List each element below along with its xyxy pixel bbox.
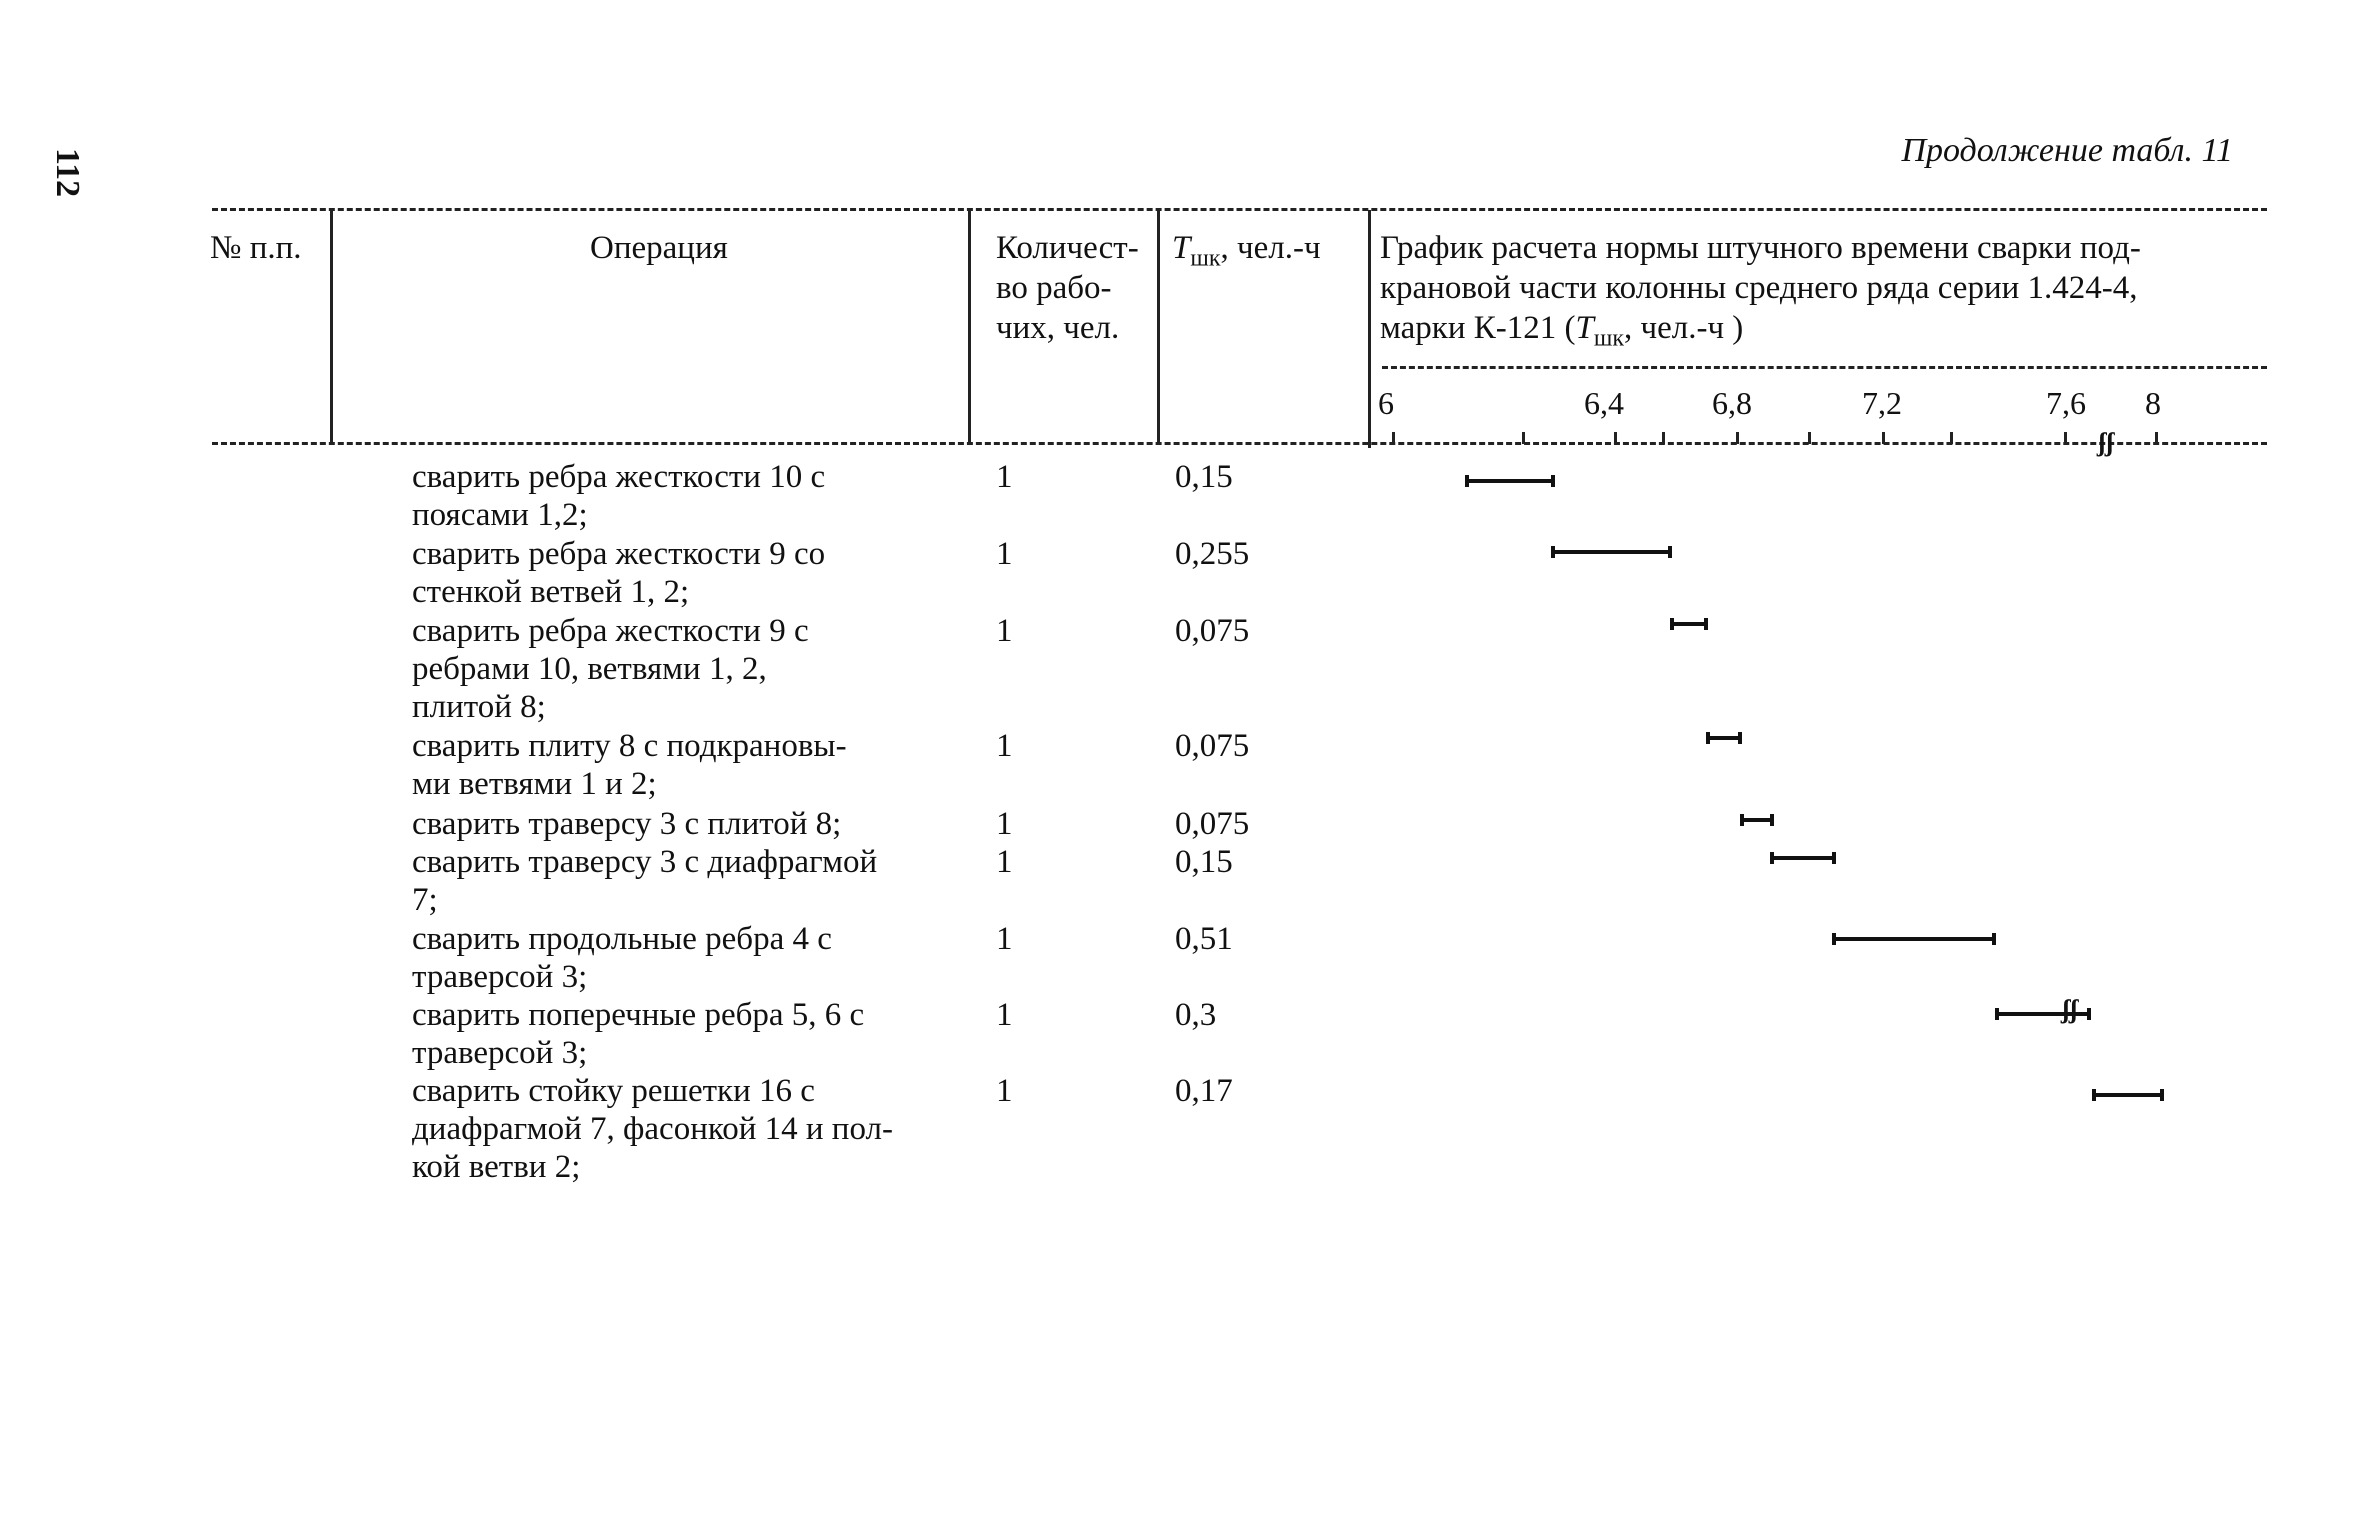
axis-tick-mark xyxy=(1808,432,1811,444)
chart-title-rule xyxy=(1382,366,2267,369)
gantt-bar xyxy=(2094,1093,2162,1097)
operation-line: ребрами 10, ветвями 1, 2, xyxy=(412,651,767,687)
scale-tick: 6 xyxy=(1378,385,1394,421)
time-unit: , чел.-ч xyxy=(1220,230,1321,266)
scale-tick: 6,8 xyxy=(1712,385,1752,421)
gantt-bar xyxy=(1742,818,1772,822)
axis-tick-mark xyxy=(1736,432,1739,444)
gantt-break-mark: ʃʃ xyxy=(2062,995,2078,1024)
chart-title-line: График расчета нормы штучного времени сварки под- xyxy=(1380,230,2141,266)
scale-tick: 7,6 xyxy=(2046,385,2086,421)
table-row-workers: 1 xyxy=(996,728,1013,764)
operation-line: сварить стойку решетки 16 с xyxy=(412,1073,815,1109)
table-row-time: 0,3 xyxy=(1175,997,1217,1033)
chart-title-symbol: T xyxy=(1575,310,1594,346)
table-row-operation xyxy=(412,1072,972,1186)
gantt-bar xyxy=(1708,736,1740,740)
table-row-operation xyxy=(412,996,972,1072)
gantt-bar xyxy=(1672,622,1706,626)
table-row-operation xyxy=(412,843,972,919)
axis-tick-mark xyxy=(1522,432,1525,444)
operation-line: плитой 8; xyxy=(412,689,546,725)
operation-line: сварить ребра жесткости 9 с xyxy=(412,613,809,649)
gantt-bar xyxy=(1467,479,1553,483)
table-row-time: 0,075 xyxy=(1175,728,1250,764)
table-row-time: 0,15 xyxy=(1175,459,1233,495)
header-workers-line: во рабо- xyxy=(996,270,1112,306)
operation-line: кой ветви 2; xyxy=(412,1149,581,1185)
operation-line: сварить поперечные ребра 5, 6 с xyxy=(412,997,865,1033)
table-row-workers: 1 xyxy=(996,921,1013,957)
axis-tick-mark xyxy=(1662,432,1665,444)
chart-title-text: марки К-121 ( xyxy=(1380,310,1576,346)
chart-title xyxy=(1380,228,2141,359)
operation-line: ми ветвями 1 и 2; xyxy=(412,766,657,802)
table-row-operation xyxy=(412,535,972,611)
table-row-workers: 1 xyxy=(996,806,1013,842)
table-row-workers: 1 xyxy=(996,536,1013,572)
header-operation: Операция xyxy=(590,230,728,266)
col-divider-2 xyxy=(968,210,971,442)
scale-break-mark: ʃʃ xyxy=(2098,428,2114,457)
header-workers xyxy=(996,228,1139,348)
chart-title-text: , чел.-ч ) xyxy=(1624,310,1744,346)
table-row-time: 0,075 xyxy=(1175,806,1250,842)
chart-title-line: крановой части колонны среднего ряда серии 1.424-4, xyxy=(1380,270,2138,306)
header-workers-line: чих, чел. xyxy=(996,310,1120,346)
header-workers-line: Количест- xyxy=(996,230,1139,266)
table-row-operation xyxy=(412,805,972,843)
axis-tick-mark xyxy=(1614,432,1617,444)
operation-line: сварить траверсу 3 с плитой 8; xyxy=(412,806,842,842)
table-row-workers: 1 xyxy=(996,844,1013,880)
chart-title-subscript: шк xyxy=(1593,325,1624,352)
table-caption: Продолжение табл. 11 xyxy=(1901,132,2233,169)
gantt-bar xyxy=(1834,937,1994,941)
gantt-bar xyxy=(1772,856,1834,860)
table-row-workers: 1 xyxy=(996,613,1013,649)
axis-tick-mark xyxy=(1882,432,1885,444)
time-symbol: T xyxy=(1172,230,1191,266)
chart-title-line xyxy=(1380,308,2141,359)
header-bottom-rule xyxy=(212,442,2267,445)
operation-line: сварить траверсу 3 с диафрагмой xyxy=(412,844,878,880)
operation-line: сварить ребра жесткости 9 со xyxy=(412,536,826,572)
table-top-rule xyxy=(212,208,2267,211)
col-divider-1 xyxy=(330,210,333,442)
scale-tick: 7,2 xyxy=(1862,385,1902,421)
scale-tick: 8 xyxy=(2145,385,2161,421)
header-time xyxy=(1172,228,1321,279)
operation-line: сварить ребра жесткости 10 с xyxy=(412,459,826,495)
axis-tick-mark xyxy=(1950,432,1953,444)
axis-tick-mark xyxy=(2155,432,2158,444)
operation-line: траверсой 3; xyxy=(412,1035,588,1071)
table-row-workers: 1 xyxy=(996,459,1013,495)
operation-line: сварить продольные ребра 4 с xyxy=(412,921,832,957)
operation-line: стенкой ветвей 1, 2; xyxy=(412,574,690,610)
table-row-operation xyxy=(412,727,972,803)
table-row-time: 0,255 xyxy=(1175,536,1250,572)
operation-line: поясами 1,2; xyxy=(412,497,588,533)
table-row-time: 0,51 xyxy=(1175,921,1233,957)
col-divider-4 xyxy=(1368,210,1371,448)
operation-line: сварить плиту 8 с подкрановы- xyxy=(412,728,847,764)
table-row-time: 0,17 xyxy=(1175,1073,1233,1109)
operation-line: траверсой 3; xyxy=(412,959,588,995)
table-row-time: 0,15 xyxy=(1175,844,1233,880)
table-row-operation xyxy=(412,920,972,996)
table-row-operation xyxy=(412,458,972,534)
axis-tick-mark xyxy=(1392,432,1395,444)
operation-line: диафрагмой 7, фасонкой 14 и пол- xyxy=(412,1111,893,1147)
col-divider-3 xyxy=(1157,210,1160,442)
table-row-operation xyxy=(412,612,972,726)
header-no: № п.п. xyxy=(210,230,302,266)
table-row-workers: 1 xyxy=(996,997,1013,1033)
time-subscript: шк xyxy=(1190,245,1221,272)
axis-tick-mark xyxy=(2064,432,2067,444)
table-row-time: 0,075 xyxy=(1175,613,1250,649)
operation-line: 7; xyxy=(412,882,438,918)
table-row-workers: 1 xyxy=(996,1073,1013,1109)
page-number: 112 xyxy=(49,148,86,198)
gantt-bar xyxy=(1553,550,1670,554)
scale-tick: 6,4 xyxy=(1584,385,1624,421)
